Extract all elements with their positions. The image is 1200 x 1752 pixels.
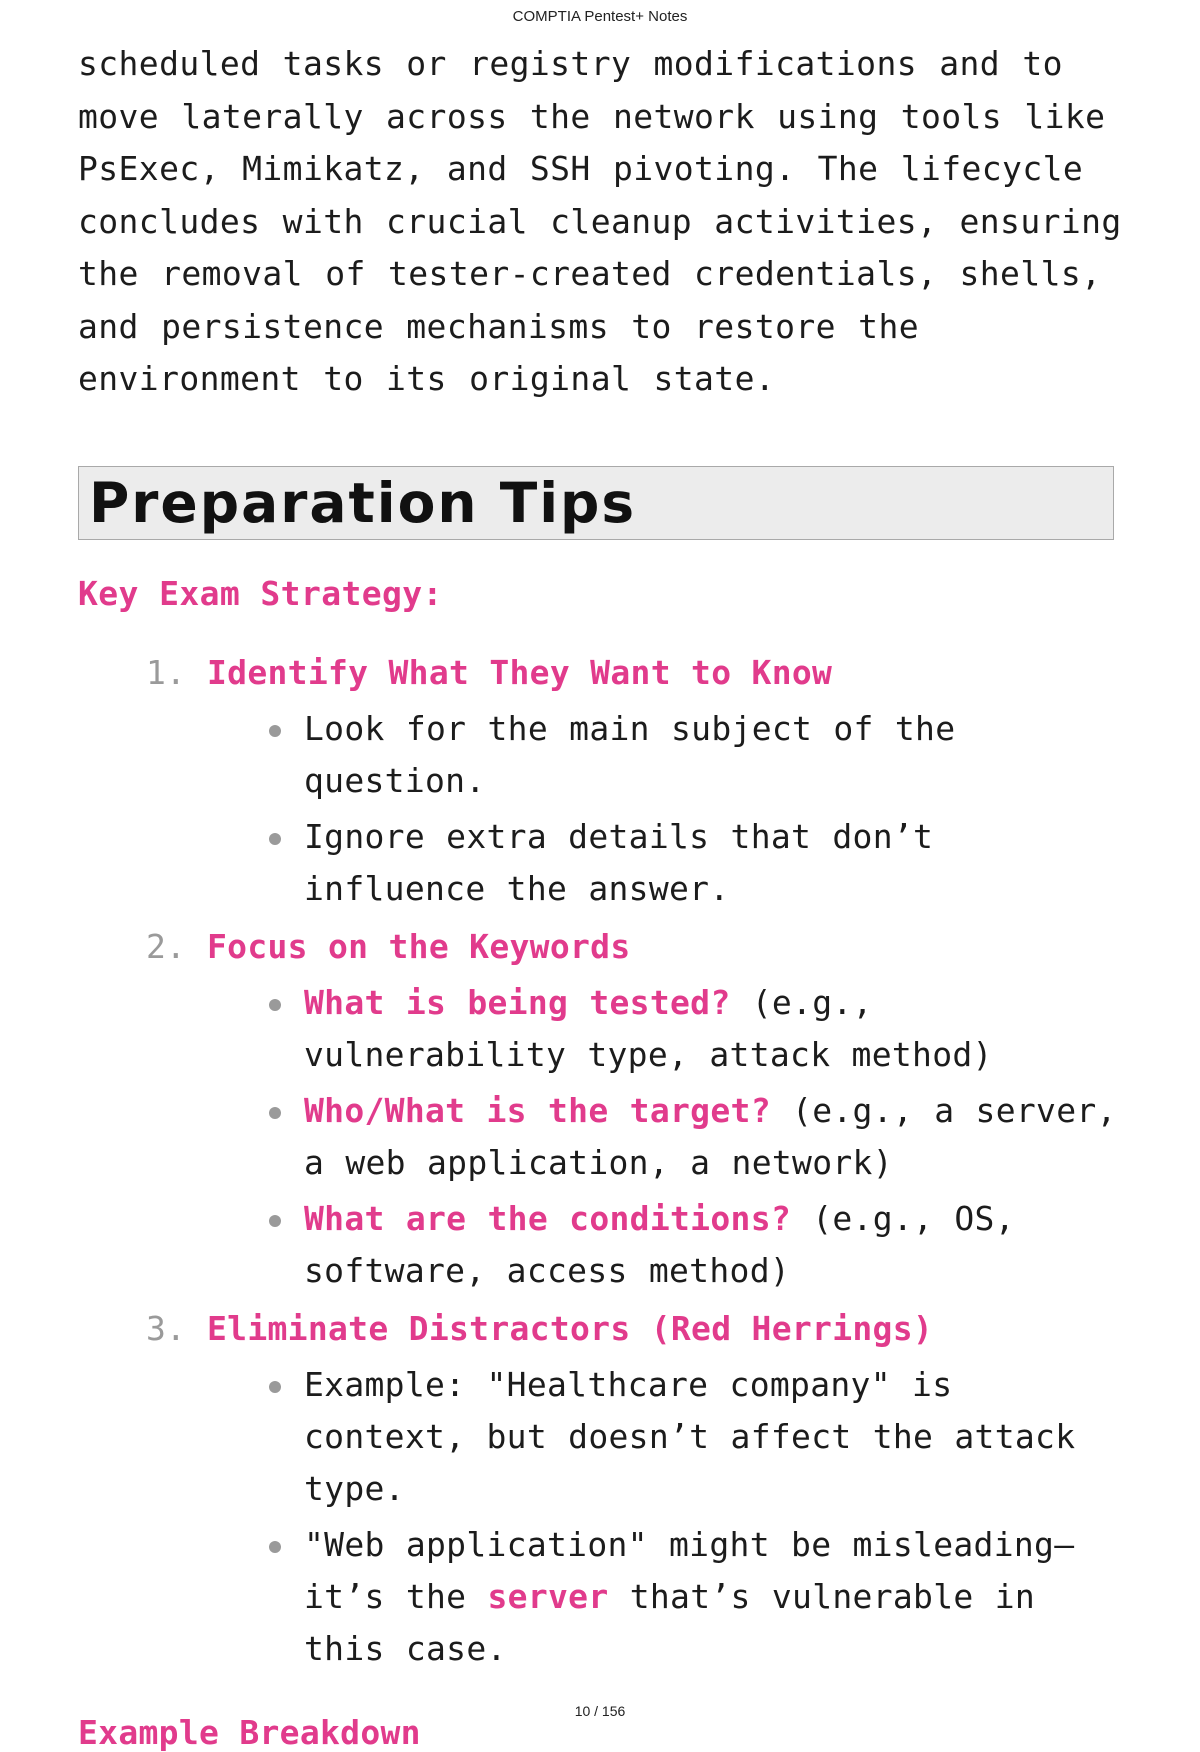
bullet-item: [207, 1359, 1128, 1515]
bullet-dot-icon: [269, 833, 281, 845]
section-heading-box: [78, 466, 1114, 540]
bullet-text: Example: "Healthcare company" is context, but doesn’t affect the attack type.: [304, 1364, 1076, 1508]
bullet-text: (e.g., OS, software, access method): [304, 1198, 1015, 1290]
step-item: [78, 925, 1128, 1297]
step-number: 3.: [146, 1308, 186, 1348]
page-number: 10 / 156: [574, 1703, 626, 1719]
step-number: 2.: [146, 926, 186, 966]
bullet-item: [207, 1085, 1128, 1189]
step-number: 1.: [146, 652, 186, 692]
step-item: [78, 1307, 1128, 1675]
bullet-text: (e.g., a server, a web application, a network): [304, 1090, 1117, 1182]
step-bullets: [207, 703, 1128, 915]
step-item: [78, 651, 1128, 915]
step-title: Focus on the Keywords: [207, 926, 631, 966]
step-bullets: [207, 977, 1128, 1297]
bullet-dot-icon: [269, 725, 281, 737]
running-header: COMPTIA Pentest+ Notes: [512, 8, 688, 25]
intro-paragraph: scheduled tasks or registry modifications and to move laterally across the network using tools like PsExec, Mimikatz, and SSH pivoting. The lifecycle concludes with crucial cleanup activities, ensuring the removal of tester-created credentials, shells, and persistence mechanisms to restore the environment to its original state.: [78, 44, 1122, 398]
bullet-item: [207, 977, 1128, 1081]
keyword-question: What is being tested?: [304, 982, 731, 1022]
bullet-dot-icon: [269, 1381, 281, 1393]
bullet-item: [207, 1193, 1128, 1297]
bullet-item: [207, 1519, 1128, 1675]
section-title: Preparation Tips: [89, 470, 637, 535]
bullet-dot-icon: [269, 1215, 281, 1227]
bullet-text: "Web application" might be misleading—it’s the: [304, 1524, 1075, 1616]
bullet-dot-icon: [269, 1107, 281, 1119]
bullet-text: Look for the main subject of the question.: [304, 708, 956, 800]
step-title: Eliminate Distractors (Red Herrings): [207, 1308, 934, 1348]
keyword-question: Who/What is the target?: [304, 1090, 771, 1130]
bullet-item: [207, 811, 1128, 915]
example-breakdown-heading: Example Breakdown: [78, 1712, 421, 1752]
page-content: [78, 38, 1128, 1752]
bullet-dot-icon: [269, 999, 281, 1011]
bullet-text: Ignore extra details that don’t influence the answer.: [304, 816, 934, 908]
bullet-dot-icon: [269, 1541, 281, 1553]
step-bullets: [207, 1359, 1128, 1675]
keyword-question: What are the conditions?: [304, 1198, 792, 1238]
strategy-steps-list: [78, 651, 1128, 1675]
highlight-term: server: [487, 1576, 609, 1616]
bullet-text: (e.g., vulnerability type, attack method): [304, 982, 993, 1074]
bullet-item: [207, 703, 1128, 807]
step-title: Identify What They Want to Know: [207, 652, 833, 692]
bullet-text: that’s vulnerable in this case.: [304, 1576, 1036, 1668]
key-exam-strategy-heading: Key Exam Strategy:: [78, 573, 443, 613]
